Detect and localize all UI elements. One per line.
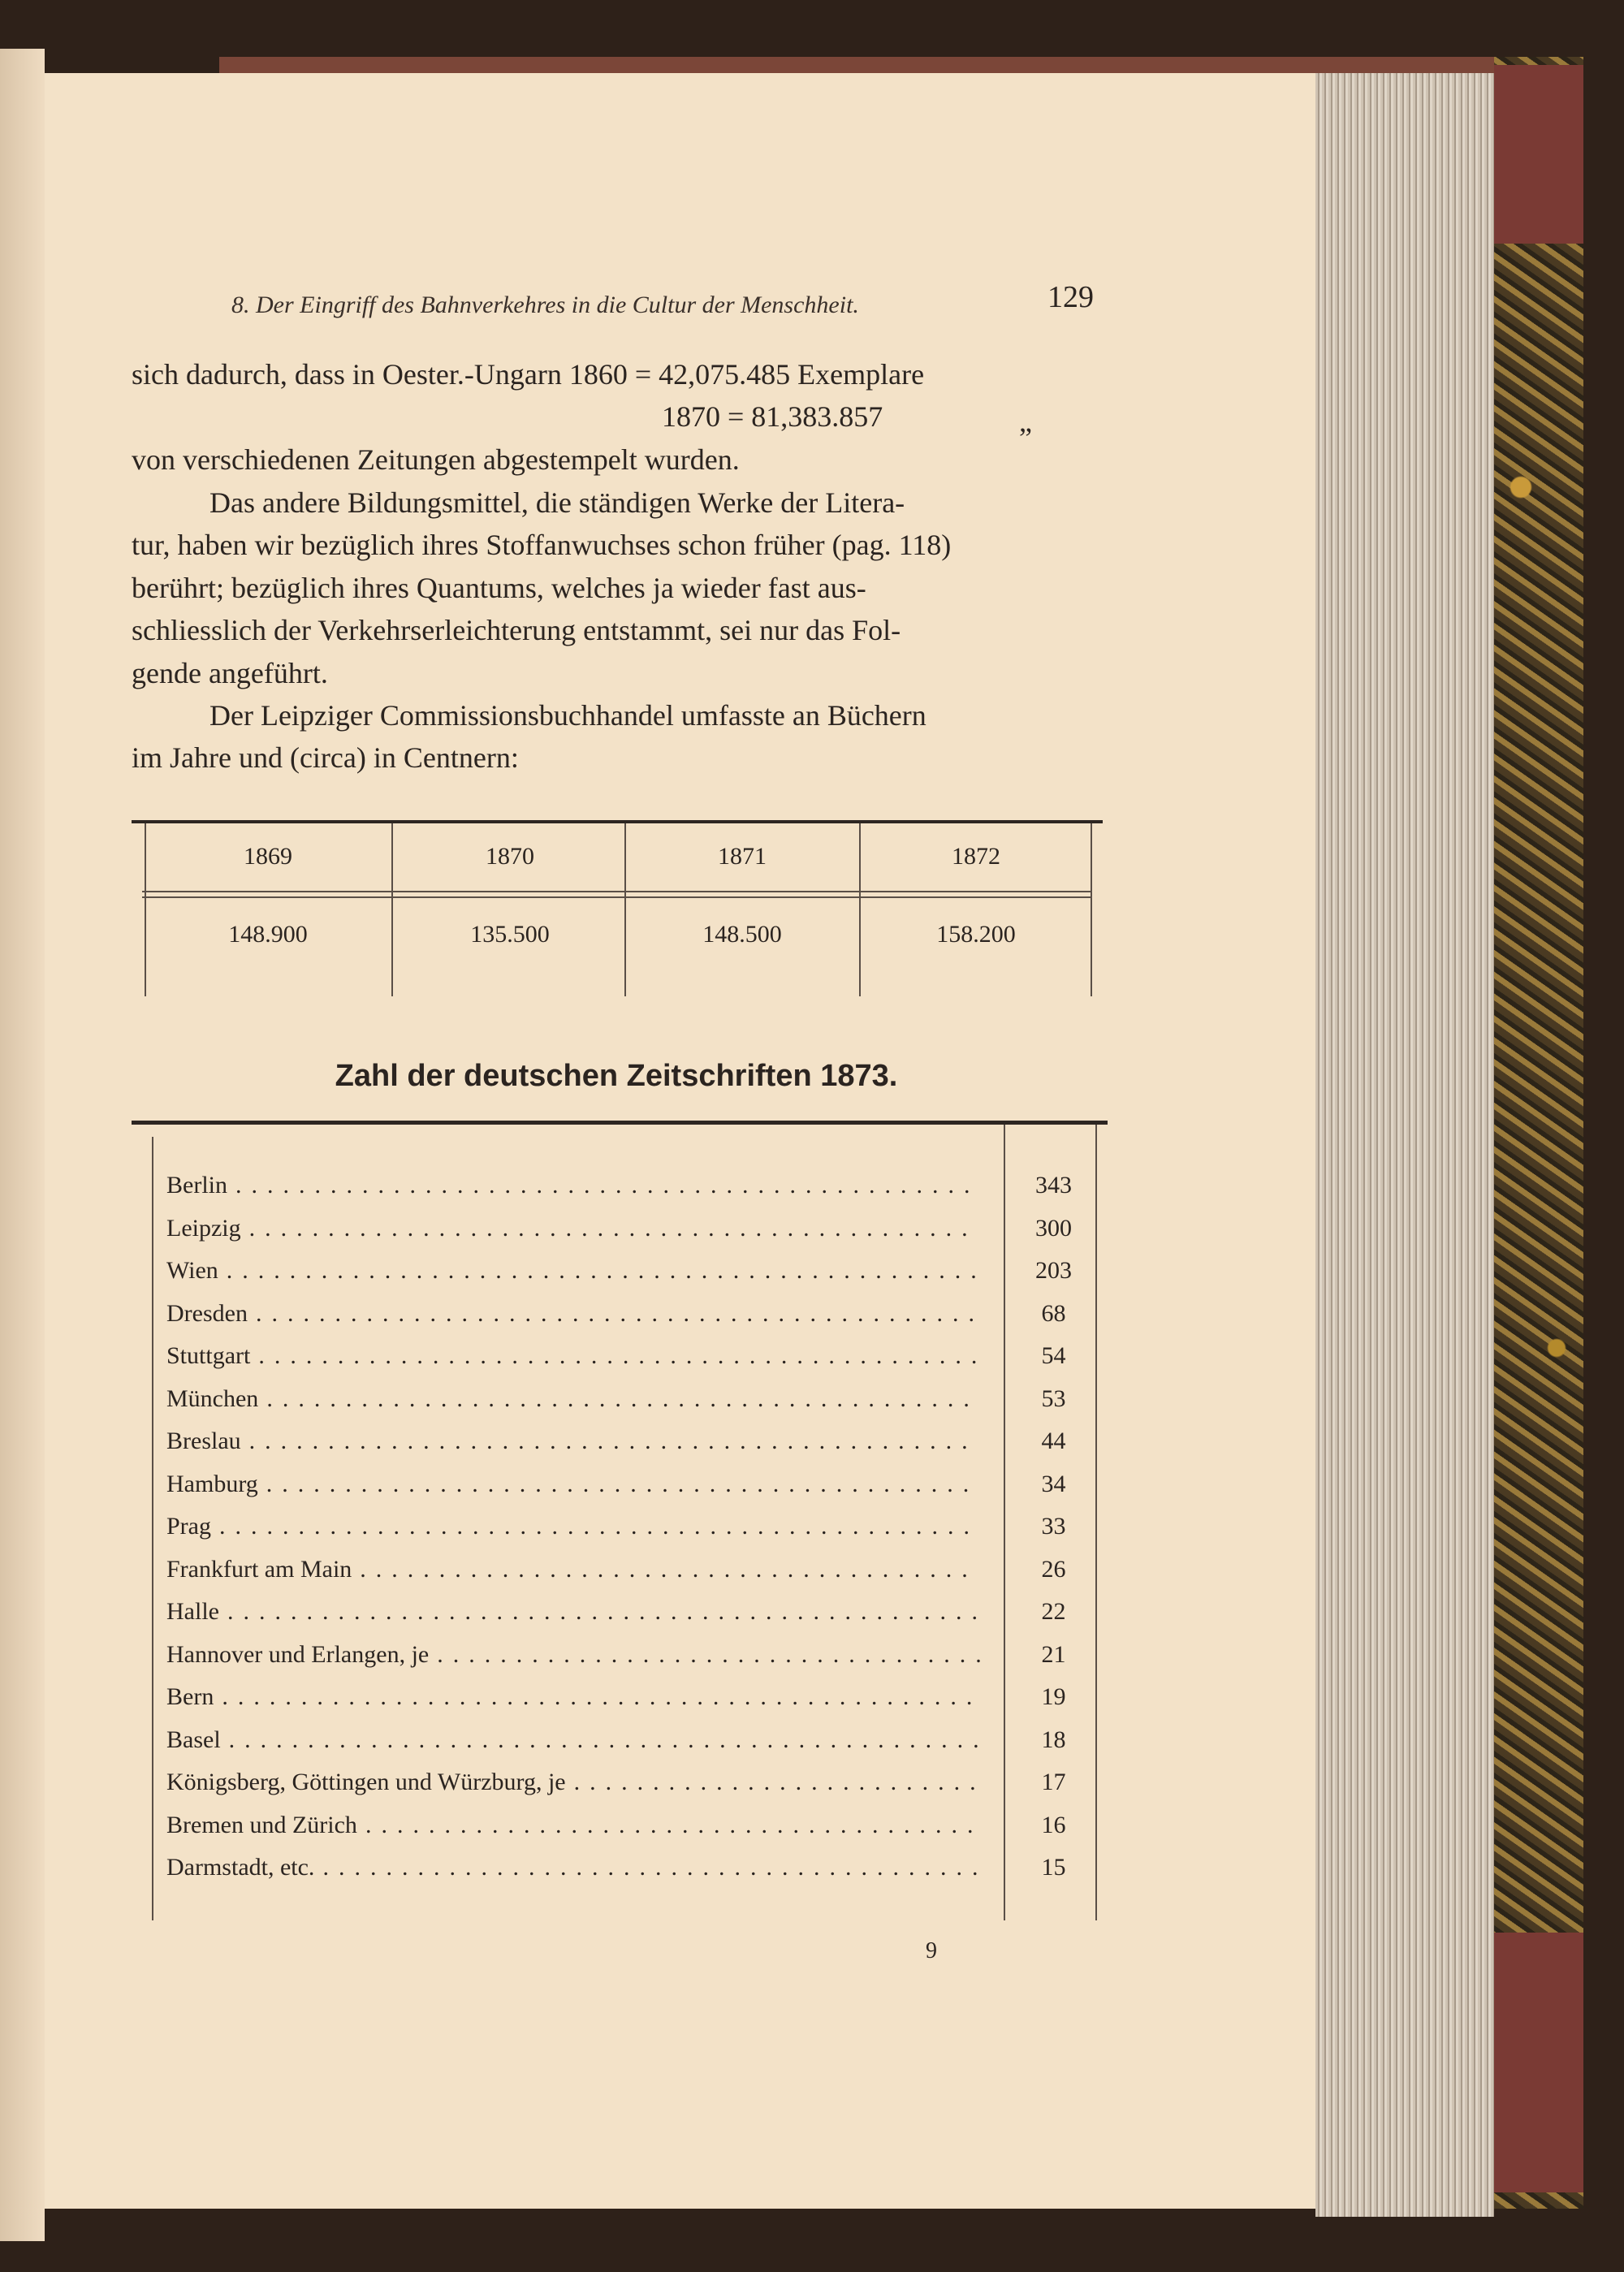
city-name: Breslau — [166, 1428, 241, 1454]
city-name: Basel — [166, 1726, 221, 1753]
table-row — [166, 1766, 1092, 1802]
table-row — [166, 1383, 1092, 1419]
count-value: 22 — [1041, 1598, 1066, 1625]
year-header: 1872 — [952, 843, 1000, 870]
city-name: Darmstadt, etc. — [166, 1854, 315, 1881]
column-line — [145, 823, 146, 996]
double-rule — [142, 891, 1092, 892]
count-value: 16 — [1041, 1811, 1066, 1838]
page-number: 129 — [1047, 280, 1094, 314]
page-edges — [1315, 73, 1494, 2217]
count-value: 203 — [1035, 1257, 1072, 1284]
city-name: Bern — [166, 1683, 214, 1710]
count-value: 53 — [1041, 1384, 1066, 1412]
body-line: schliesslich der Verkehrserleichterung entstammt, sei nur das Fol- — [132, 614, 901, 646]
body-line: Das andere Bildungsmittel, die ständigen Werke der Litera- — [209, 486, 905, 519]
body-line: Der Leipziger Commissionsbuchhandel umfasste an Büchern — [209, 699, 926, 732]
value-cell: 148.900 — [228, 921, 308, 948]
leader-dots: .......................................... — [322, 1854, 988, 1881]
body-line: tur, haben wir bezüglich ihres Stoffanwuchses schon früher (pag. 118) — [132, 529, 952, 561]
city-name: Halle — [166, 1598, 219, 1625]
count-value: 21 — [1041, 1640, 1066, 1668]
leader-dots: .............................................. — [255, 1299, 984, 1327]
leader-dots: .......................... — [573, 1769, 986, 1795]
leader-dots: ............................................... — [235, 1172, 980, 1199]
double-rule — [142, 896, 1092, 898]
leader-dots: .............................................. — [258, 1342, 987, 1369]
previous-page-edge — [0, 49, 45, 2241]
table-title: Zahl der deutschen Zeitschriften 1873. — [335, 1059, 898, 1093]
ditto-mark: „ — [1019, 405, 1032, 438]
city-name: Frankfurt am Main — [166, 1555, 352, 1583]
year-header: 1869 — [244, 843, 292, 870]
value-cell: 135.500 — [470, 921, 550, 948]
city-name: Wien — [166, 1257, 218, 1284]
table-row — [166, 1468, 1092, 1504]
count-value: 26 — [1041, 1555, 1066, 1583]
table-row — [166, 1425, 1092, 1461]
city-name: Bremen und Zürich — [166, 1811, 357, 1838]
city-name: Dresden — [166, 1299, 248, 1327]
count-value: 68 — [1041, 1299, 1066, 1327]
city-name: Hamburg — [166, 1470, 258, 1497]
value-cell: 148.500 — [702, 921, 782, 948]
body-line: im Jahre und (circa) in Centnern: — [132, 741, 519, 774]
body-line: gende angeführt. — [132, 657, 328, 689]
leader-dots: ................................... — [437, 1640, 991, 1668]
book-page — [45, 73, 1315, 2209]
count-value: 300 — [1035, 1214, 1072, 1242]
column-line — [1095, 1125, 1097, 1920]
cover-leather-band — [1494, 65, 1583, 244]
column-line — [624, 823, 626, 996]
city-name: Prag — [166, 1513, 211, 1540]
leader-dots: ................................................ — [228, 1726, 989, 1753]
city-name: München — [166, 1384, 259, 1412]
city-name: Berlin — [166, 1172, 227, 1199]
column-line — [152, 1137, 153, 1920]
leader-dots: ................................................ — [222, 1683, 983, 1710]
body-line: 1870 = 81,383.857 — [662, 400, 883, 433]
year-header: 1870 — [486, 843, 534, 870]
city-name: Leipzig — [166, 1214, 241, 1242]
marbled-cover — [1494, 57, 1583, 2209]
leader-dots: ................................................ — [219, 1513, 979, 1540]
table-row — [166, 1510, 1092, 1546]
table-row — [166, 1255, 1092, 1290]
city-name: Königsberg, Göttingen und Würzburg, je — [166, 1769, 566, 1795]
book-top-edge — [219, 57, 1494, 73]
table-row — [166, 1809, 1092, 1845]
count-value: 343 — [1035, 1172, 1072, 1199]
count-value: 15 — [1041, 1854, 1066, 1881]
leader-dots: ................................................ — [227, 1598, 987, 1625]
table-top-rule — [132, 1121, 1108, 1125]
table-row — [166, 1553, 1092, 1589]
count-value: 19 — [1041, 1683, 1066, 1710]
column-line — [1091, 823, 1092, 996]
table-row — [166, 1212, 1092, 1248]
table-top-rule — [132, 820, 1103, 823]
column-line — [391, 823, 393, 996]
table-row — [166, 1851, 1092, 1887]
table-row — [166, 1340, 1092, 1376]
cover-leather-band — [1494, 1933, 1583, 2192]
table-row — [166, 1681, 1092, 1717]
body-line: sich dadurch, dass in Oester.-Ungarn 1860 = 42,075.485 Exemplare — [132, 358, 925, 391]
column-line — [859, 823, 861, 996]
count-value: 17 — [1041, 1769, 1066, 1795]
table-row — [166, 1639, 1092, 1674]
leader-dots: ....................................... — [360, 1555, 978, 1583]
leader-dots: ....................................... — [365, 1811, 983, 1838]
running-title: 8. Der Eingriff des Bahnverkehres in die Cultur der Menschheit. — [231, 292, 859, 318]
value-cell: 158.200 — [936, 921, 1016, 948]
signature-mark: 9 — [926, 1938, 937, 1963]
count-value: 54 — [1041, 1342, 1066, 1369]
leader-dots: ................................................ — [226, 1257, 987, 1284]
table-row — [166, 1298, 1092, 1333]
leader-dots: .............................................. — [248, 1428, 978, 1454]
table-row — [166, 1596, 1092, 1631]
count-value: 44 — [1041, 1428, 1066, 1454]
leader-dots: ............................................. — [266, 1384, 979, 1412]
table-row — [166, 1724, 1092, 1760]
leader-dots: ............................................. — [266, 1470, 979, 1497]
body-line: berührt; bezüglich ihres Quantums, welches ja wieder fast aus- — [132, 572, 866, 604]
table-row — [166, 1169, 1092, 1205]
year-header: 1871 — [718, 843, 767, 870]
leader-dots: .............................................. — [248, 1214, 978, 1242]
count-value: 34 — [1041, 1470, 1066, 1497]
count-value: 18 — [1041, 1726, 1066, 1753]
city-name: Stuttgart — [166, 1342, 251, 1369]
count-value: 33 — [1041, 1513, 1066, 1540]
body-line: von verschiedenen Zeitungen abgestempelt wurden. — [132, 443, 740, 476]
city-name: Hannover und Erlangen, je — [166, 1640, 430, 1668]
